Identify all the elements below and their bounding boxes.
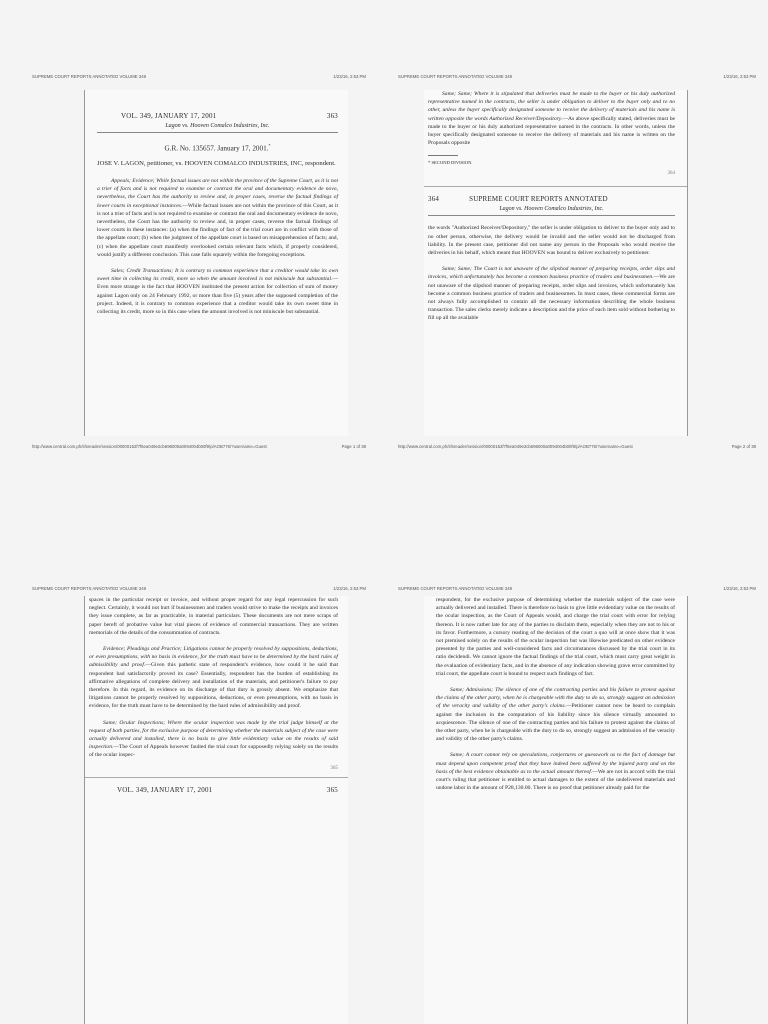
running-head-page: 365 xyxy=(326,785,338,794)
syllabus-5 xyxy=(89,645,338,711)
sheet-page-2 xyxy=(384,0,768,512)
body-paragraph: the words "Authorized Receiver/Depository," the seller is under obligation to deliver to the buyer only and to no other person, otherwise, the delivery would be invalid and the seller would not be discharged from liability. In the present case, petitioner did not name any person in the Proposals who would receive the deliveries in his behalf, which meant that HOOVEN was bound to deliver exclusively to petitioner. xyxy=(428,225,675,257)
running-head-title: SUPREME COURT REPORTS ANNOTATED xyxy=(469,195,608,204)
print-footer-url: http://www.central.com.ph/sfsreader/session/00000152f7f6ea049e2cb696000a0094004b00f9/p/AOB776/?username=Guest xyxy=(32,444,267,449)
syllabus-3-heading: Same; Same; Where it is stipulated that deliveries must be made to the buyer or his duly authorized representative named in the contracts, the seller is under obligation to deliver to the buyer only and to no other, unless the buyer specifically designated someone to receive the delivery of materials and his name is written opposite the words Authorized Receiver/Depository. xyxy=(428,91,675,122)
syllabus-2 xyxy=(97,267,338,316)
document-page xyxy=(424,596,688,1024)
print-header-title: SUPREME COURT REPORTS ANNOTATED VOLUME 349 xyxy=(398,74,512,79)
print-footer-page: Page 1 of 38 xyxy=(341,444,366,449)
syllabus-8 xyxy=(436,751,675,792)
running-head-page: 363 xyxy=(326,112,338,120)
print-footer-page: Page 2 of 38 xyxy=(731,444,756,449)
syllabus-4-body: —We are not unaware of the slipshod manner of preparing receipts, order slips and invoices, which unfortunately has become a common business practice of traders and businessmen. In most cases, these commercial forms are not always fully accomplished to contain all the necessary information describing the whole business transaction. The sales clerks merely indicate a description and the price of each item sold without bothering to fill up all the available xyxy=(428,274,675,322)
running-head xyxy=(97,112,338,120)
running-subtitle: Lagon vs. Hooven Comalco Industries, Inc. xyxy=(499,206,604,213)
body-paragraph: spaces in the particular receipt or invoice, and without proper regard for any legal repercussion for such neglect. Certainly, it would not hurt if businessmen and traders would strive to make the receipts and invoices they issue complete, as far as practicable, in material particulars. These documents are not mere scraps of paper bereft of probative value but vital pieces of evidence of commercial transactions. They are written memorials of the details of the consummation of contracts. xyxy=(89,597,338,636)
sheet-page-4 xyxy=(384,512,768,1024)
case-number-footnote-mark: * xyxy=(268,143,271,148)
document-page xyxy=(84,596,348,1024)
syllabus-5-heading: Evidence; Pleadings and Practice; Litigations cannot be properly resolved by suppositions, deductions, or even presumptions, with no basis in evidence, for the truth must have to be determined by the hard rules of admissibility and proof. xyxy=(89,646,338,669)
syllabus-5-body: —Given this pathetic state of respondent's evidence, how could it be said that respondent had satisfactorily proved its case? Essentially, respondent has the burden of establishing its affirmative allegations of complete delivery and installation of the materials, and petitioner's failure to pay therefore. In this regard, its evidence on its discharge of that duty is grossly absent. We emphasize that litigations cannot be properly resolved by suppositions, deductions, or even presumptions, with no basis in evidence, for the truth must have to be determined by the hard rules of admissibility and proof. xyxy=(89,662,338,710)
page-number: 365 xyxy=(330,765,338,771)
syllabus-1-heading: Appeals; Evidence; While factual issues are not within the province of the Supreme Court, as it is not a trier of facts and is not required to examine or contrast the oral and documentary evidence de novo, nevertheless, the Court has the authority to review and, in proper cases, reverse the factual findings of lower courts in exceptional instances. xyxy=(97,177,338,209)
syllabus-2-heading: Sales; Credit Transactions; It is contrary to common experience that a creditor would take its own sweet time in collecting its credit, more so when the amount involved is not miniscule but substantial. xyxy=(97,267,338,283)
print-header-date: 1/23/16, 2:53 PM xyxy=(333,74,366,79)
syllabus-7-heading: Same; Admissions; The silence of one of the contracting parties and his failure to protest against the claims of the other party, when he is chargeable with the duty to do so, strongly suggest an admission of the veracity and validity of the other party's claims. xyxy=(436,687,675,710)
sheet-page-3 xyxy=(0,512,384,1024)
print-header-date: 1/23/16, 2:53 PM xyxy=(723,74,756,79)
document-page xyxy=(84,90,348,436)
syllabus-6 xyxy=(89,719,338,760)
page-number: 364 xyxy=(667,171,675,177)
syllabus-6-heading: Same; Ocular Inspections; Where the ocular inspection was made by the trial judge himself at the request of both parties, for the exclusive purpose of determining whether the materials subject of the case were actually delivered and installed, there is no basis to give little evidentiary value on the results of said inspection. xyxy=(89,719,338,751)
syllabus-8-body: —We are not in accord with the trial court's ruling that petitioner is entitled to actual damages to the extent of the undelivered materials and undone labor in the amount of P28,130.00. There is no proof that petitioner already paid for the xyxy=(436,768,676,792)
print-footer-url: http://www.central.com.ph/sfsreader/session/00000152f7f6ea049e2cb696000a0094004b00f9/p/AOB776/?username=Guest xyxy=(398,444,633,449)
syllabus-4 xyxy=(428,265,675,322)
print-header-date: 1/23/16, 2:53 PM xyxy=(723,586,756,591)
syllabus-7 xyxy=(436,686,675,743)
print-header-title: SUPREME COURT REPORTS ANNOTATED VOLUME 349 xyxy=(32,74,146,79)
footnote: * SECOND DIVISION. xyxy=(428,160,473,166)
syllabus-4-heading: Same; Same; The Court is not unaware of the slipshod manner of preparing receipts, order slips and invoices, which unfortunately has become a common business practice of traders and businessmen. xyxy=(428,266,675,281)
case-number xyxy=(97,143,338,152)
sheet-page-1 xyxy=(0,0,384,512)
running-head-title: VOL. 349, JANUARY 17, 2001 xyxy=(117,785,213,794)
syllabus-3-body: —As above specifically stated, deliveries must be made to the buyer or his duly authorized representative named in the contracts. In other words, unless the buyer specifically designated someone to receive the delivery of materials and his name is written on the Proposals opposite xyxy=(428,115,675,147)
footnote-rule xyxy=(428,155,458,156)
syllabus-3 xyxy=(428,90,675,147)
syllabus-2-body: —Even more strange is the fact that HOOVEN instituted the present action for collection of sum of money against Lagon only on 24 February 1992, or more than five (5) years after the supposed completion of the project. Indeed, it is contrary to common experience that a creditor would take its own sweet time in collecting its credit, more so in this case when the amount involved is not miniscule but substantial. xyxy=(97,276,338,315)
syllabus-1-body: —While factual issues are not within the province of this Court, as it is not a trier of facts and is not required to examine or contrast the oral and documentary evidence de novo, nevertheless, the Court has the authority to review and, in proper cases, reverse the factual findings of lower courts in these instances: (a) when the findings of fact of the trial court are in conflict with those of the appellate court; (b) when the judgment of the appellate court is based on misapprehension of facts; and, (c) when the appellate court manifestly overlooked certain relevant facts which, if properly considered, would justify a different conclusion. This case falls squarely within the foregoing exceptions. xyxy=(97,202,338,258)
divider xyxy=(97,132,338,133)
syllabus-7-body: —Petitioner cannot now be heard to complain against the inclusion in the computation of his liability since his silence virtually amounted to acquiescence. The silence of one of the contracting parties and his failure to protest against the claims of the other party, when he is chargeable with the duty to do so, strongly suggest an admission of the veracity and validity of the other party's claims. xyxy=(436,703,675,743)
print-header-date: 1/23/16, 2:53 PM xyxy=(333,586,366,591)
syllabus-6-body: —The Court of Appeals however faulted the trial court for supposedly relying solely on the results of the ocular inspec- xyxy=(89,744,338,759)
body-paragraph: respondent, for the exclusive purpose of determining whether the materials subject of the case were actually delivered and installed. There is therefore no basis to give little evidentiary value on the results of the ocular inspection, as the Court of Appeals would, and charge the trial court with error for relying thereon. It is now rather late for any of the parties to disclaim them, especially when they are not to his or its favor. Furthermore, a cursory reading of the decision of the court a quo will at once show that it was not premised solely on the results of the ocular inspection but was likewise predicated on other evidence presented by the parties and well-considered facts and circumstances discussed by the trial court in its ratio decidendi. We cannot ignore the factual findings of the trial court, which must carry great weight in the evaluation of evidentiary facts, and in the absence of any indication showing grave error committed by trial court, the appellate court is bound to respect such findings of fact. xyxy=(436,597,675,677)
running-subtitle: Lagon vs. Hooven Comalco Industries, Inc. xyxy=(165,123,270,129)
running-head-page: 364 xyxy=(428,195,440,204)
case-parties: JOSE V. LAGON, petitioner, vs. HOOVEN COMALCO INDUSTRIES, INC, respondent. xyxy=(97,160,336,168)
running-head xyxy=(89,786,338,794)
running-head-title: VOL. 349, JANUARY 17, 2001 xyxy=(121,112,217,120)
running-head xyxy=(428,195,675,203)
document-page xyxy=(424,90,688,436)
case-number-text: G.R. No. 135657. January 17, 2001. xyxy=(164,144,269,153)
syllabus-1 xyxy=(97,177,338,259)
print-header-title: SUPREME COURT REPORTS ANNOTATED VOLUME 349 xyxy=(32,586,146,591)
print-header-title: SUPREME COURT REPORTS ANNOTATED VOLUME 349 xyxy=(398,586,512,591)
syllabus-8-heading: Same; A court cannot rely on speculations, conjectures or guesswork as to the fact of damage but must depend upon competent proof that they have indeed been suffered by the injured party and on the basis of the best evidence obtainable as to the actual amount thereof. xyxy=(436,752,675,775)
